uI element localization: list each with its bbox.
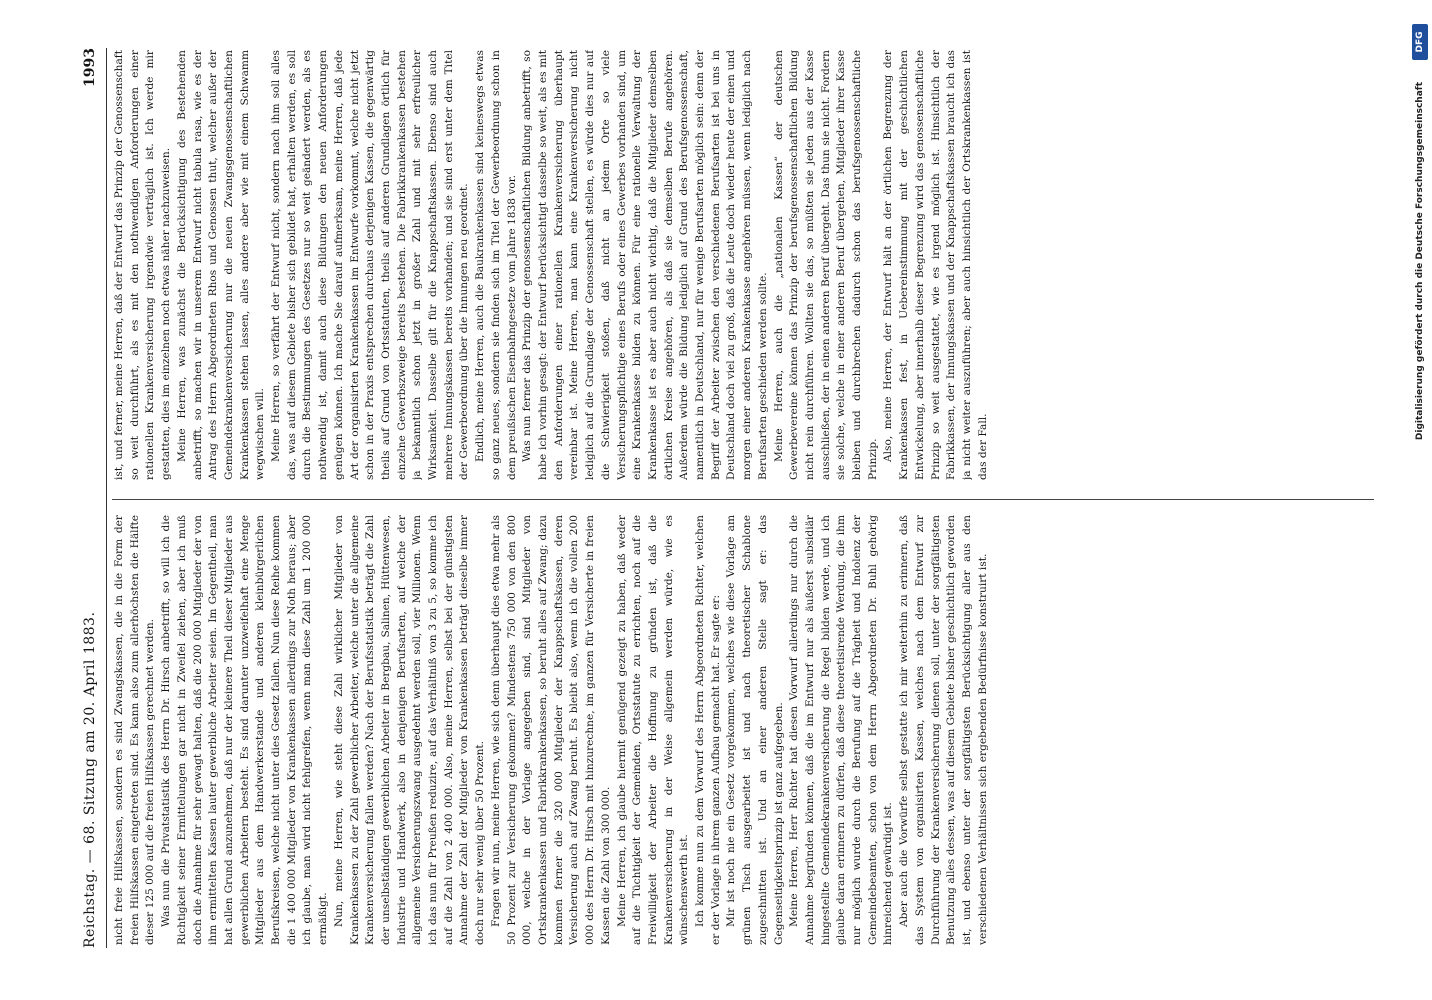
- watermark-text: Digitalisierung gefördert durch die Deutsche Forschungsgemeinschaft: [1415, 82, 1425, 441]
- left-column: [112, 515, 1374, 945]
- paragraph: Meine Herren, Herr Richter hat diesen Vorwurf allerdings nur durch die Annahme begründen können, daß die im Entwurf nur als äußerst subsidiär hingestellte Gemeindekrankenversicherung die Regel bilden werde, und ich glaube daran erinnern zu dürfen, daß diese theoretisirende Werdung, die ihm nur möglich wurde durch die Berufung auf die Trägheit und Indolenz der Gemeindebeamten, schon von dem Herrn Abgeordneten Dr. Buhl gehörig hinreichend gewürdigt ist.: [788, 515, 895, 945]
- right-column: [112, 50, 1374, 480]
- paragraph: nicht freie Hilfskassen, sondern es sind Zwangskassen, die in die Form der freien Hilfskassen eingetreten sind. Es kann also zum allerhöchsten die Hälfte dieser 125 000 auf die freien Hilfskassen gerechnet werden.: [113, 515, 157, 945]
- header-rule: [106, 48, 107, 948]
- paragraph: Meine Herren, so verfährt der Entwurf nicht, sondern nach ihm soll alles das, was auf diesem Gebiete bisher sich gebildet hat, erhalten werden, es soll durch die Bestimmungen des Gesetzes nur so weit geändert werden, als es nothwendig ist, damit auch diese Bildungen den neuen Anforderungen genügen können. Ich mache Sie darauf aufmerksam, meine Herren, daß jede Art der organisirten Krankenkassen im Entwurfe vorkommt, welche nicht jetzt schon in der Praxis entsprechen durchaus derjenigen Kassen, die gegenwärtig theils auf Grund von Ortsstatuten, theils auf anderen Grundlagen örtlich für einzelne Gewerbszweige bereits bestehen. Die Fabrikkrankenkassen bestehen ja bekanntlich schon jetzt in großer Zahl und mit sehr erfreulicher Wirksamkeit. Dasselbe gilt für die Knappschaftskassen. Ebenso sind auch mehrere Innungskassen bereits vorhanden; und sie sind erst unter dem Titel der Gewerbeordnung über die Innungen neu geordnet.: [270, 50, 471, 480]
- paragraph: Meine Herren, was zunächst die Berücksichtigung des Bestehenden anbetrifft, so machen wir in unserem Entwurf nicht tabula rasa, wie es der Antrag des Herrn Abgeordneten Rhos und Genossen thut, welcher außer der Gemeindekrankenversicherung nur die neuen Zwangsgenossenschaftlichen Krankenkassen stehen lassen, alles andere aber wie mit einem Schwamm wegwischen will.: [175, 50, 267, 480]
- paragraph: Was nun ferner das Prinzip der genossenschaftlichen Bildung anbetrifft, so habe ich vorhin gesagt: der Entwurf berücksichtigt dasselbe so weit, als es mit den Anforderungen einer rationellen Krankenversicherung überhaupt vereinbar ist. Meine Herren, man kann eine Krankenversicherung nicht lediglich auf die Grundlage der Genossenschaft stellen, es würde dies nur auf die Schwierigkeit stoßen, daß nicht an jedem Orte so viele Versicherungspflichtige eines Berufs oder eines Gewerbes vorhanden sind, um eine Krankenkasse bilden zu können. Für eine rationelle Verwaltung der Krankenkasse ist es aber auch nicht wichtig, daß die Mitglieder demselben örtlichen Kreise angehören, als daß sie demselben Berufe angehören. Außerdem würde die Bildung lediglich auf Grund des Berufsgenossenschaft, namentlich in Deutschland, nur für wenige Berufsarten möglich sein: denn der Begriff der Arbeiter zwischen den verschiedenen Berufsarten ist bei uns in Deutschland doch viel zu groß, daß die Leute doch wieder heute der einen und morgen einer anderen Krankenkasse angehören müssen, wenn lediglich nach Berufsarten geschieden werden sollte.: [521, 50, 769, 480]
- running-head: [82, 48, 106, 948]
- digitization-watermark: [1409, 20, 1431, 980]
- paragraph: Nun, meine Herren, wie steht diese Zahl wirklicher Mitglieder von Krankenkassen zu der Zahl gewerblicher Arbeiter, welche unter die allgemeine Krankenversicherung fallen werden? Nach der Berufsstatistik beträgt die Zahl der unselbständigen gewerblichen Arbeiter in Bergbau, Salinen, Hüttenwesen, Industrie und Handwerk, also in denjenigen Berufsarten, auf welche der allgemeine Versicherungszwang ausgedehnt werden soll, vier Millionen. Wenn ich das nun für Preußen reduzire, auf das Verhältniß von 3 zu 5, so komme ich auf die Zahl von 2 400 000. Also, meine Herren, selbst bei der günstigsten Annahme der Zahl der Mitglieder von Krankenkassen beträgt dieselbe immer doch nur sehr wenig über 50 Prozent.: [332, 515, 487, 945]
- paragraph: Ich komme nun zu dem Vorwurf des Herrn Abgeordneten Richter, welchen er der Vorlage in ihrem ganzen Aufbau gemacht hat. Er sagte er:: [694, 515, 722, 945]
- paragraph: Aber auch die Vorwürfe selbst gestatte ich mir weiterhin zu erinnern, daß das System von organisirten Kassen, welches nach dem Entwurf zur Durchführung der Krankenversicherung dienen soll, unter der sorgfältigsten Benutzung alles dessen, was auf diesem Gebiete bisher geschichtlich geworden ist, und ebenso unter der sorgfältigsten Berücksichtigung aller aus den verschiedenen Verhältnissen sich ergebenden Bedürfnisse konstruirt ist.: [898, 515, 989, 945]
- dfg-logo-text: DFG: [1415, 31, 1425, 53]
- paragraph: ist, und ferner, meine Herren, daß der Entwurf das Prinzip der Genossenschaft so weit durchführt, als es mit den nothwendigen Anforderungen einer rationellen Krankenversicherung irgendwie verträglich ist. Ich werde mir gestatten, dies im einzelnen noch etwas näher nachzuweisen.: [113, 50, 173, 480]
- paragraph: Endlich, meine Herren, auch die Baukrankenkassen sind keineswegs etwas so ganz neues, sondern sie finden sich im Titel der Gewerbeordnung schon in dem preußischen Eisenbahngesetze vom Jahre 1838 vor.: [474, 50, 518, 480]
- paragraph: Meine Herren, ich glaube hiermit genügend gezeigt zu haben, daß weder auf die Tüchtigkeit der Gemeinden, Ortsstatute zu errichten, noch auf die Freiwilligkeit der Arbeiter die Hoffnung zu gründen ist, daß die Krankenversicherung in der Weise allgemein werden würde, wie es wünschenswerth ist.: [615, 515, 691, 945]
- paragraph: Meine Herren, auch die „nationalen Kassen“ der deutschen Gewerbevereine können das Prinzip der berufsgenossenschaftlichen Bildung nicht rein durchführen. Wollten sie das, so müßten sie jeden aus der Kasse ausschließen, der in einen anderen Beruf übergeht. Das thun sie nicht. Fordern sie solche, welche in einer anderen Beruf übergehen, Mitglieder ihrer Kasse bleiben und durchbrechen dadurch schon das berufsgenossenschaftliche Prinzip.: [772, 50, 879, 480]
- paragraph: Was nun die Privatstatistik des Herrn Dr. Hirsch anbetrifft, so will ich die Richtigkeit seiner Ermittelungen gar nicht in Zweifel ziehen, aber ich muß doch die Annahme für sehr gewagt halten, daß die 200 000 Mitglieder der von ihm ermittelten Kassen lauter gewerbliche Arbeiter seien. Im Gegentheil, man hat allen Grund anzunehmen, daß nur der kleinere Theil dieser Mitglieder aus gewerblichen Arbeitern besteht. Es sind darunter unzweifelhaft eine Menge Mitglieder aus dem Handwerkerstande und anderen kleinbürgerlichen Berufskreisen, welche nicht unter dies Gesetz fallen. Nun diese Reihe kommen die 1 400 000 Mitglieder von Krankenkassen allerdings zur Noth heraus; aber ich glaube, man wird nicht fehlgreifen, wenn man diese Zahl um 1 200 000 ermäßigt.: [160, 515, 330, 945]
- page-number: 1993: [82, 48, 98, 87]
- paragraph: Also, meine Herren, der Entwurf hält an der örtlichen Begrenzung der Krankenkassen fest, in Uebereinstimmung mit der geschichtlichen Entwickelung, aber innerhalb dieser Begrenzung wird das genossenschaftliche Prinzip so weit ausgestattet, wie es irgend möglich ist. Hinsichtlich der Fabrikkassen, der Innungskassen und der Knappschaftskassen braucht ich das ja nicht weiter auszuführen; aber auch hinsichtlich der Ortskrankenkassen ist das der Fall.: [882, 50, 989, 480]
- running-head-title: Reichstag. — 68. Sitzung am 20. April 1883.: [82, 611, 98, 948]
- paragraph: Fragen wir nun, meine Herren, wie sich denn überhaupt dies etwa mehr als 50 Prozent zur Versicherung gekommen? Mindestens 750 000 von den 800 000, welche in der Vorlage angegeben sind, sind Mitglieder von Ortskrankenkassen und Fabrikkrankenkassen, so beruht alles auf Zwang; dazu kommen ferner die 320 000 Mitglieder der Knappschaftskassen, deren Versicherung auch auf Zwang beruht. Es bleibt also, wenn ich die vollen 200 000 des Herrn Dr. Hirsch mit hinzurechne, im ganzen für Versicherte in freien Kassen die Zahl von 300 000.: [489, 515, 612, 945]
- column-divider: [112, 499, 1374, 500]
- quoted-paragraph: Mir ist noch nie ein Gesetz vorgekommen, welches wie diese Vorlage am grünen Tisch ausgearbeitet ist und nach theoretischer Schablone zugeschnitten ist. Und an einer anderen Stelle sagt er: das Gegenseitigkeitsprinzip ist ganz aufgegeben.: [725, 515, 785, 945]
